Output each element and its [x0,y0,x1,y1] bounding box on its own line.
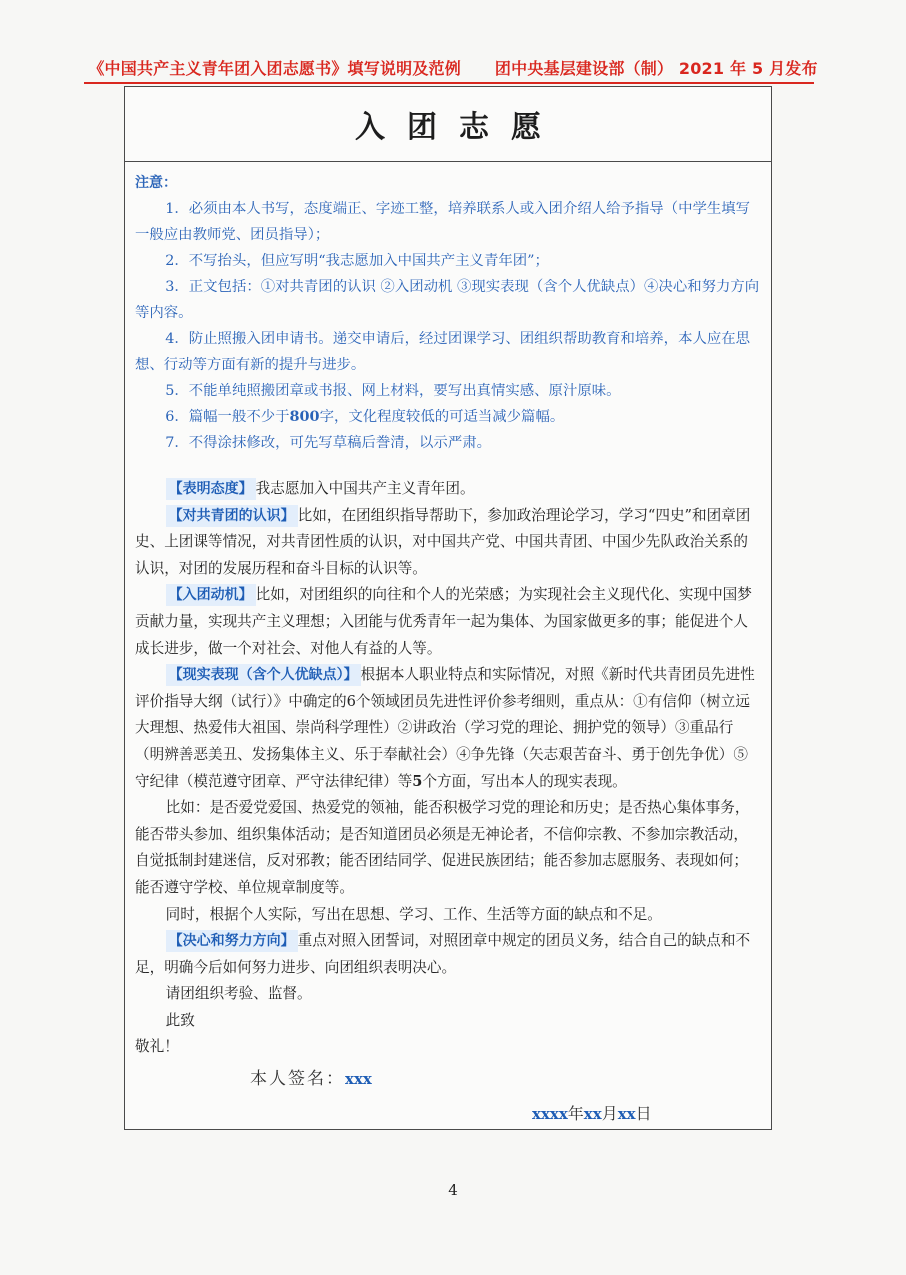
paragraph-meanwhile: 同时，根据个人实际，写出在思想、学习、工作、生活等方面的缺点和不足。 [165,905,662,923]
date-month: xx [583,1105,602,1123]
date-day-unit: 日 [635,1104,652,1123]
paragraph-example: 比如：是否爱党爱国、热爱党的领袖，能否积极学习党的理论和历史；是否热心集体事务，能否带头参加、组织集体活动；是否知道团员必须是无神论者，不信仰宗教、不参加宗教活动，自觉抵制封建迷信，反对邪教；能否团结同学、促进民族团结；能否参加志愿服务、表现如何；能否遵守学校、单位规章制度等。 [135,799,750,896]
section-tag-performance: 【现实表现（含个人优缺点）】 [166,664,361,686]
note-item: 1．必须由本人书写，态度端正、字迹工整，培养联系人或入团介绍人给予指导（中学生填写一般应由教师党、团员指导）； [135,201,751,243]
knowledge-text: 比如，在团组织指导帮助下，参加政治理论学习，学习“四史”和团章团史、上团课等情况，对共青团性质的认识，对中国共产党、中国共青团、中国少先队政治关系的认识，对团的发展历程和奋斗目标的认识等。 [135,506,751,577]
signature-value: xxx [345,1070,372,1088]
section-tag-resolve: 【决心和努力方向】 [166,930,298,952]
date-year-unit: 年 [567,1104,584,1123]
performance-text: 根据本人职业特点和实际情况，对照《新时代共青团员先进性评价指导大纲（试行）》中确定的6个领域团员先进性评价参考细则，重点从：①有信仰（树立远大理想、热爱伟大祖国、崇尚科学理性）②讲政治（学习党的理论、拥护党的领导）③重品行（明辨善恶美丑、发扬集体主义、乐于奉献社会）④争先锋（矢志艰苦奋斗、勇于创先争优）⑤守纪律（模范遵守团章、严守法律纪律）等 [135,666,755,790]
date-line [532,1101,652,1124]
header-divider [84,82,814,84]
application-body [125,456,771,1061]
note-item: 4．防止照搬入团申请书。递交申请后，经过团课学习、团组织帮助教育和培养，本人应在思想、行动等方面有新的提升与进步。 [135,331,751,373]
signature-line [250,1064,372,1089]
paragraph-performance [135,662,761,795]
note-item-6 [135,404,761,430]
note-6-tail: 字，文化程度较低的可适当减少篇幅。 [319,409,565,425]
closing-request: 请团组织考验、监督。 [165,985,312,1003]
note-6-number: 800 [289,408,320,425]
date-day: xx [617,1105,636,1123]
closing-salutation: 此致 [165,1011,195,1029]
date-month-unit: 月 [601,1104,618,1123]
notes-heading: 注意： [135,175,177,191]
page-number: 4 [448,1181,458,1199]
resolve-text: 重点对照入团誓词，对照团章中规定的团员义务，结合自己的缺点和不足，明确今后如何努力进步、向团组织表明决心。 [135,932,751,976]
performance-number: 5 [412,772,423,790]
paragraph-motive [135,582,761,662]
title-box [125,87,771,162]
page-title: 入团志愿 [355,110,563,145]
paragraph-resolve [135,928,761,981]
section-tag-motive: 【入团动机】 [166,584,256,606]
note-item: 3．正文包括：①对共青团的认识 ②入团动机 ③现实表现（含个人优缺点）④决心和努力方向等内容。 [135,279,760,321]
note-item: 2．不写抬头，但应写明“我志愿加入中国共产主义青年团”； [165,253,549,269]
date-year: xxxx [532,1105,568,1123]
closing-regards: 敬礼！ [135,1038,179,1056]
paragraph-attitude [135,476,761,503]
document-header [0,56,906,79]
header-left-text: 《中国共产主义青年团入团志愿书》填写说明及范例 [88,59,461,78]
paragraph-knowledge [135,503,761,583]
section-tag-knowledge: 【对共青团的认识】 [166,505,298,527]
header-right-text: 团中央基层建设部（制） 2021 年 5 月发布 [494,59,818,78]
section-tag-attitude: 【表明态度】 [166,478,256,500]
signature-label: 本人签名： [250,1069,345,1089]
notes-section [125,162,771,456]
attitude-text: 我志愿加入中国共产主义青年团。 [255,480,475,497]
note-item: 7．不得涂抹修改，可先写草稿后誊清，以示严肃。 [165,435,491,451]
note-6-text: 6．篇幅一般不少于 [165,409,290,425]
form-frame [124,86,772,1130]
motive-text: 比如，对团组织的向往和个人的光荣感；为实现社会主义现代化、实现中国梦贡献力量，实现共产主义理想；入团能与优秀青年一起为集体、为国家做更多的事；能促进个人成长进步，做一个对社会、对他人有益的人等。 [135,586,752,657]
performance-tail: 个方面，写出本人的现实表现。 [422,772,627,790]
note-item: 5．不能单纯照搬团章或书报、网上材料，要写出真情实感、原汁原味。 [165,383,621,399]
